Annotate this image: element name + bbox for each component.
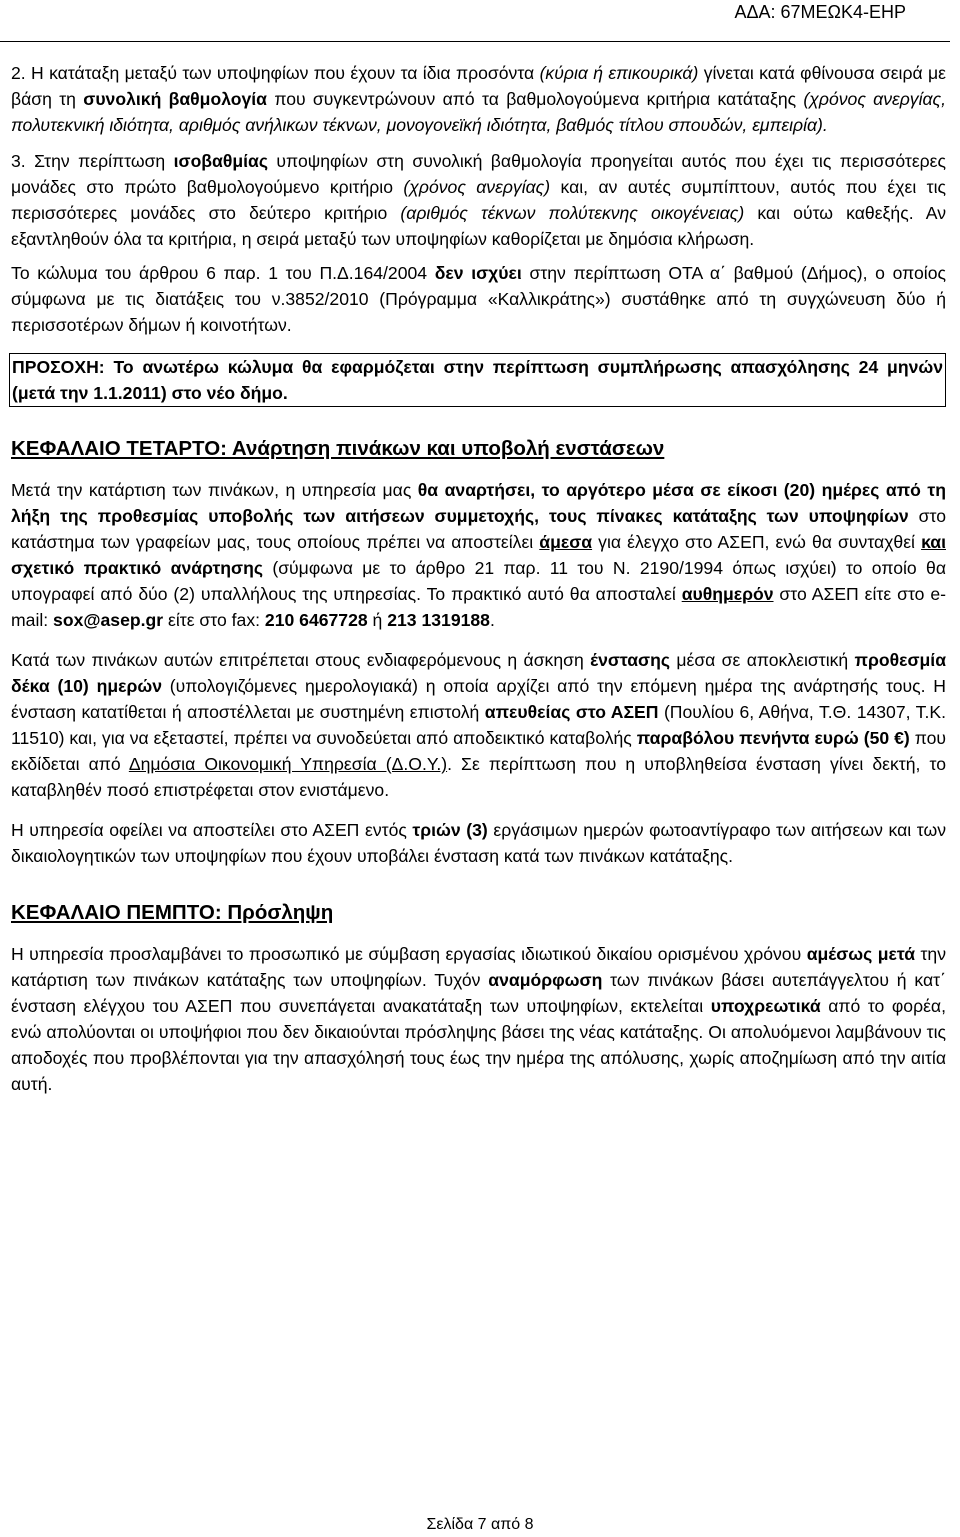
text-run: (Πουλίου 6, Αθήνα, Τ.Θ. 14307, Τ.Κ. 11510) και, για να εξεταστεί, πρέπει να συνοδεύεται από αποδεικτικό καταβολής <box>11 702 946 748</box>
text-run: Το κώλυμα του άρθρου 6 παρ. 1 του Π.Δ.164/2004 <box>11 263 435 283</box>
text-run: Δημόσια Οικονομική Υπηρεσία (Δ.Ο.Υ.) <box>128 754 448 774</box>
page-number: Σελίδα 7 από 8 <box>426 1516 534 1533</box>
text-run: για έλεγχο στο ΑΣΕΠ, ενώ θα συνταχθεί <box>592 532 922 552</box>
text-run: sox@asep.gr <box>53 610 164 630</box>
text-run: Κατά των πινάκων αυτών επιτρέπεται στους ενδιαφερόμενους η άσκηση <box>11 650 591 670</box>
text-run: τριών (3) <box>412 820 488 840</box>
notice-box <box>9 353 946 407</box>
text-run: εργάσιμων ημερών φωτοαντίγραφο των αιτήσεων και των δικαιολογητικών των υποψηφίων που έχουν υποβάλει ένσταση κατά των πινάκων κατάταξης. <box>11 820 946 866</box>
chapter-heading <box>11 435 946 463</box>
paragraph <box>11 941 946 1097</box>
text-run: που εκδίδεται από <box>11 728 946 774</box>
text-run: στο ΑΣΕΠ είτε στο e-mail: <box>11 584 946 630</box>
text-run: (κύρια ή επικουρικά) <box>539 63 699 83</box>
text-run: άμεσα <box>539 532 593 552</box>
text-run: 210 6467728 <box>264 610 368 630</box>
text-run: από το φορέα, ενώ απολύονται οι υποψήφιοι που δεν δικαιούνται πρόσληψης βάσει της νέας κατάταξης. Οι απολυόμενοι λαμβάνουν τις αποδοχές που προβλέπονται για την απασχόλησή τους έως την ημέρα της απόλυσης, χωρίς αποζημίωση από την αιτία αυτή. <box>11 996 946 1094</box>
text-run: Μετά την κατάρτιση των πινάκων, η υπηρεσία μας <box>11 480 418 500</box>
text-run: (σύμφωνα με το άρθρο 21 παρ. 11 του Ν. 2190/1994 όπως ισχύει) το οποίο θα υπογραφεί από δύο (2) υπαλλήλους της υπηρεσίας. Το πρακτικό αυτό θα αποσταλεί <box>11 558 947 604</box>
text-run: υποψηφίων στη συνολική βαθμολογία προηγείται αυτός που έχει τις περισσότερες μονάδες στο πρώτο βαθμολογούμενο κριτήριο <box>11 151 946 197</box>
text-run: την κατάρτιση των πινάκων κατάταξης των υποψηφίων. Τυχόν <box>11 944 947 990</box>
text-run: απευθείας στο ΑΣΕΠ <box>484 702 659 722</box>
text-run: αμέσως μετά <box>806 944 916 964</box>
paragraph <box>11 477 946 633</box>
text-run: αυθημερόν <box>681 584 774 604</box>
text-run: αναμόρφωση <box>488 970 603 990</box>
text-run: θα αναρτήσει, το αργότερο μέσα σε είκοσι (20) ημέρες από τη λήξη της προθεσμίας υποβολής των αιτήσεων συμμετοχής, τους πίνακες κατάταξης των υποψηφίων <box>11 480 946 526</box>
ada-code: ΑΔΑ: 67ΜΕΩΚ4-ΕΗΡ <box>734 2 906 22</box>
text-run: 3. Στην περίπτωση <box>11 151 174 171</box>
text-run: . <box>489 610 495 630</box>
text-run: (αριθμός τέκνων πολύτεκνης οικογένειας) <box>400 203 745 223</box>
text-run: και ούτω καθεξής. Αν εξαντληθούν όλα τα κριτήρια, η σειρά μεταξύ των υποψηφίων καθορίζεται με δημόσια κλήρωση. <box>11 203 946 249</box>
paragraph <box>11 148 946 252</box>
text-run: . Σε περίπτωση που η υποβληθείσα ένσταση γίνει δεκτή, το καταβληθέν ποσό επιστρέφεται στον ενιστάμενο. <box>11 754 946 800</box>
text-run: προθεσμία δέκα (10) ημερών <box>11 650 947 696</box>
text-run: ισοβαθμίας <box>173 151 268 171</box>
chapter-heading <box>11 899 946 927</box>
text-run: ΚΕΦΑΛΑΙΟ ΤΕΤΑΡΤΟ: Ανάρτηση πινάκων και υποβολή ενστάσεων <box>11 437 665 460</box>
header-rule <box>0 41 950 42</box>
text-run: ΚΕΦΑΛΑΙΟ ΠΕΜΠΤΟ: Πρόσληψη <box>11 901 334 924</box>
text-run: γίνεται κατά φθίνουσα σειρά με βάση τη <box>11 63 946 109</box>
paragraph <box>11 60 946 138</box>
text-run: στο κατάστημα των γραφείων μας, τους οποίους πρέπει να αποστείλει <box>11 506 946 552</box>
text-run: (χρόνος ανεργίας) <box>403 177 551 197</box>
text-run: ή <box>367 610 388 630</box>
text-run: στην περίπτωση ΟΤΑ α΄ βαθμού (Δήμος), ο οποίος σύμφωνα με τις διατάξεις του ν.3852/2010 (Πρόγραμμα «Καλλικράτης») συστάθηκε από τη συγχώνευση δύο ή περισσοτέρων δήμων ή κοινοτήτων. <box>11 263 946 335</box>
text-run: παραβόλου πενήντα ευρώ (50 €) <box>636 728 910 748</box>
paragraph <box>11 817 946 869</box>
paragraph <box>11 647 946 803</box>
text-run: είτε στο fax: <box>163 610 265 630</box>
text-run: και <box>921 532 946 552</box>
text-run: σχετικό πρακτικό ανάρτησης <box>11 558 263 578</box>
text-run: ένστασης <box>590 650 670 670</box>
text-run: Η υπηρεσία προσλαμβάνει το προσωπικό με σύμβαση εργασίας ιδιωτικού δικαίου ορισμένου χρόνου <box>11 944 807 964</box>
text-run: που συγκεντρώνουν από τα βαθμολογούμενα κριτήρια κατάταξης <box>267 89 804 109</box>
text-run: δεν ισχύει <box>434 263 522 283</box>
text-run: 2. Η κατάταξη μεταξύ των υποψηφίων που έχουν τα ίδια προσόντα <box>11 63 540 83</box>
text-run: (υπολογιζόμενες ημερολογιακά) η οποία αρχίζει από την επόμενη ημέρα της ανάρτησής τους. Η ένσταση κατατίθεται ή αποστέλλεται με συστημένη επιστολή <box>11 676 946 722</box>
text-run: (χρόνος ανεργίας, πολυτεκνική ιδιότητα, αριθμός ανήλικων τέκνων, μονογονεϊκή ιδιότητα, βαθμός τίτλου σπουδών, εμπειρία). <box>11 89 946 135</box>
text-run: μέσα σε αποκλειστική <box>670 650 855 670</box>
text-run: συνολική βαθμολογία <box>83 89 268 109</box>
text-run: υποχρεωτικά <box>710 996 821 1016</box>
text-run: 213 1319188 <box>387 610 490 630</box>
document-body <box>11 60 946 1097</box>
text-run: ΠΡΟΣΟΧΗ: Το ανωτέρω κώλυμα θα εφαρμόζεται στην περίπτωση συμπλήρωσης απασχόλησης 24 μηνών (μετά την 1.1.2011) στο νέο δήμο. <box>12 357 943 403</box>
text-run: και, αν αυτές συμπίπτουν, αυτός που έχει τις περισσότερες μονάδες στο δεύτερο κριτήριο <box>11 177 946 223</box>
paragraph <box>11 260 946 338</box>
text-run: Η υπηρεσία οφείλει να αποστείλει στο ΑΣΕΠ εντός <box>11 820 413 840</box>
text-run: των πινάκων βάσει αυτεπάγγελτου ή κατ΄ ένσταση ελέγχου του ΑΣΕΠ που συνεπάγεται ανακατάταξη των υποψηφίων, εκτελείται <box>11 970 946 1016</box>
